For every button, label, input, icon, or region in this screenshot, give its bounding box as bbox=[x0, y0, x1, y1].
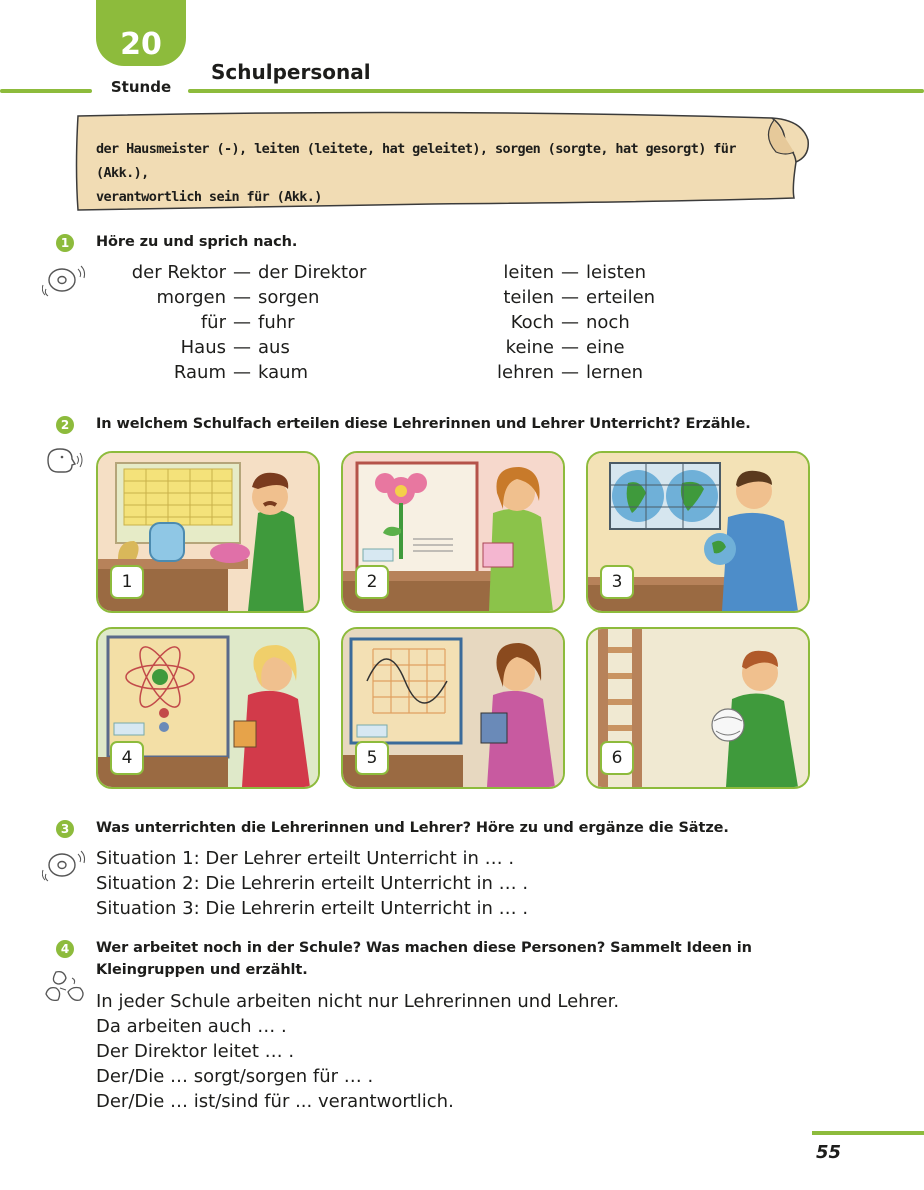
situation-line: Situation 3: Die Lehrerin erteilt Unterricht in … . bbox=[96, 898, 529, 919]
pair-dash: — bbox=[233, 362, 251, 383]
situation-line: Situation 2: Die Lehrerin erteilt Unterricht in … . bbox=[96, 873, 529, 894]
header-rule-right bbox=[188, 89, 924, 93]
pair-right-b: eine bbox=[586, 337, 625, 358]
footer-rule bbox=[812, 1131, 924, 1135]
pair-right-b: erteilen bbox=[586, 287, 656, 308]
group-talk-icon bbox=[42, 968, 88, 1008]
pair-right-a: Koch bbox=[510, 312, 554, 333]
picture-2 bbox=[341, 451, 565, 613]
pair-dash: — bbox=[561, 262, 579, 283]
ex4-line: Der Direktor leitet … . bbox=[96, 1041, 295, 1062]
pair-right-b: leisten bbox=[586, 262, 646, 283]
picture-label: 3 bbox=[600, 565, 634, 599]
pair-right-a: teilen bbox=[503, 287, 554, 308]
situation-line: Situation 1: Der Lehrer erteilt Unterricht in … . bbox=[96, 848, 515, 869]
picture-4 bbox=[96, 627, 320, 789]
pair-left-a: Raum bbox=[173, 362, 226, 383]
pair-left-b: aus bbox=[258, 337, 290, 358]
exercise-3-instruction: Was unterrichten die Lehrerinnen und Lehrer? Höre zu und ergänze die Sätze. bbox=[96, 820, 729, 836]
exercise-1-number: 1 bbox=[56, 234, 74, 252]
pair-left-b: sorgen bbox=[258, 287, 320, 308]
ex4-line: Da arbeiten auch … . bbox=[96, 1016, 287, 1037]
pair-right-a: leiten bbox=[503, 262, 554, 283]
pair-left-b: kaum bbox=[258, 362, 309, 383]
picture-5 bbox=[341, 627, 565, 789]
exercise-2-instruction: In welchem Schulfach erteilen diese Lehrerinnen und Lehrer Unterricht? Erzähle. bbox=[96, 416, 751, 432]
exercise-3-number: 3 bbox=[56, 820, 74, 838]
pair-right-a: keine bbox=[505, 337, 554, 358]
page-title: Schulpersonal bbox=[211, 60, 371, 84]
pair-right-b: lernen bbox=[586, 362, 644, 383]
vocab-line-1: der Hausmeister (-), leiten (leitete, hat geleitet), sorgen (sorgte, hat gesorgt) für (Akk.), bbox=[96, 141, 736, 181]
pair-right-a: lehren bbox=[497, 362, 554, 383]
pair-dash: — bbox=[233, 337, 251, 358]
pair-right-b: noch bbox=[586, 312, 630, 333]
pair-left-b: der Direktor bbox=[258, 262, 367, 283]
ex4-line: Der/Die … ist/sind für ... verantwortlich. bbox=[96, 1091, 454, 1112]
header-rule-left bbox=[0, 89, 92, 93]
lesson-number: 20 bbox=[120, 27, 162, 62]
picture-3 bbox=[586, 451, 810, 613]
speaking-head-icon bbox=[44, 446, 84, 476]
pair-dash: — bbox=[561, 312, 579, 333]
pair-dash: — bbox=[561, 287, 579, 308]
cd-icon bbox=[42, 848, 88, 882]
exercise-1-instruction: Höre zu und sprich nach. bbox=[96, 234, 298, 250]
ex4-line: In jeder Schule arbeiten nicht nur Lehrerinnen und Lehrer. bbox=[96, 991, 620, 1012]
vocab-line-2: verantwortlich sein für (Akk.) bbox=[96, 189, 322, 205]
page-number: 55 bbox=[816, 1142, 842, 1163]
pair-dash: — bbox=[561, 337, 579, 358]
pair-left-b: fuhr bbox=[258, 312, 295, 333]
picture-1 bbox=[96, 451, 320, 613]
picture-label: 1 bbox=[110, 565, 144, 599]
pair-left-a: morgen bbox=[156, 287, 226, 308]
picture-label: 2 bbox=[355, 565, 389, 599]
picture-label: 4 bbox=[110, 741, 144, 775]
lesson-word: Stunde bbox=[110, 78, 172, 96]
pair-left-a: Haus bbox=[180, 337, 226, 358]
exercise-2-number: 2 bbox=[56, 416, 74, 434]
picture-6 bbox=[586, 627, 810, 789]
exercise-4-instruction-line-1: Wer arbeitet noch in der Schule? Was machen diese Personen? Sammelt Ideen in bbox=[96, 940, 752, 956]
exercise-4-number: 4 bbox=[56, 940, 74, 958]
picture-label: 6 bbox=[600, 741, 634, 775]
exercise-4-instruction-line-2: Kleingruppen und erzählt. bbox=[96, 962, 308, 978]
ex4-line: Der/Die … sorgt/sorgen für … . bbox=[96, 1066, 374, 1087]
pair-dash: — bbox=[233, 312, 251, 333]
picture-label: 5 bbox=[355, 741, 389, 775]
pair-dash: — bbox=[561, 362, 579, 383]
pair-left-a: der Rektor bbox=[131, 262, 226, 283]
vocab-box bbox=[96, 137, 776, 209]
pair-dash: — bbox=[233, 287, 251, 308]
pair-left-a: für bbox=[200, 312, 226, 333]
pair-dash: — bbox=[233, 262, 251, 283]
cd-icon bbox=[42, 263, 88, 297]
